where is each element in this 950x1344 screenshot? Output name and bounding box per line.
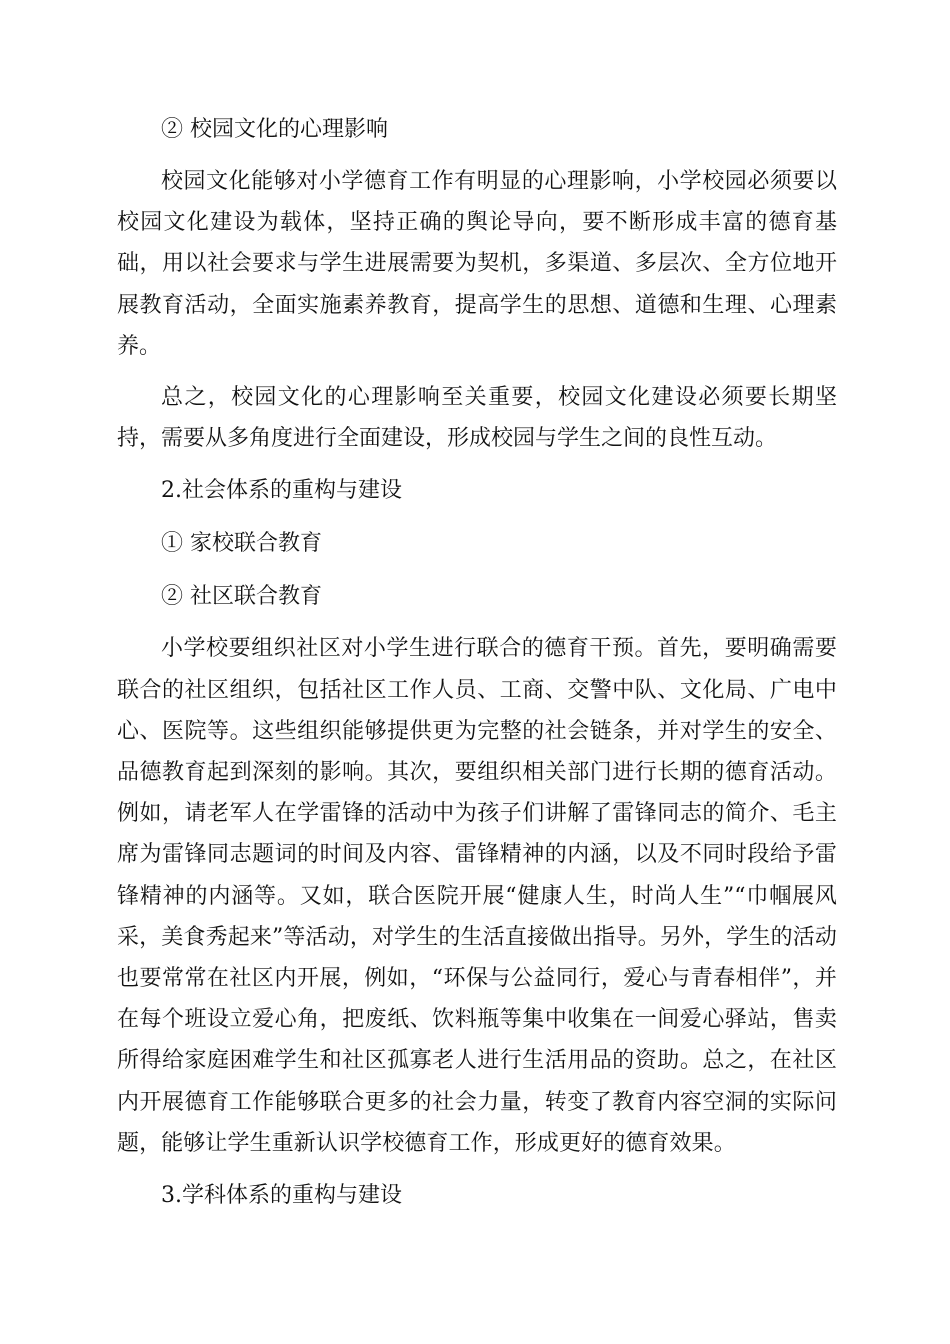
subheading-community-education: ② 社区联合教育 xyxy=(161,584,322,610)
document-page xyxy=(117,108,837,1227)
paragraph-community-education: 小学校要组织社区对小学生进行联合的德育干预。首先，要明确需要联合的社区组织，包括社区工作人员、工商、交警中队、文化局、广电中心、医院等。这些组织能够提供更为完整的社会链条，并对学生的安全、品德教育起到深刻的影响。其次，要组织相关部门进行长期的德育活动。例如，请老军人在学雷锋的活动中为孩子们讲解了雷锋同志的简介、毛主席为雷锋同志题词的时间及内容、雷锋精神的内涵，以及不同时段给予雷锋精神的内涵等。又如，联合医院开展“健康人生，时尚人生”“巾帼展风采，美食秀起来”等活动，对学生的生活直接做出指导。另外，学生的活动也要常常在社区内开展，例如，“环保与公益同行，爱心与青春相伴”，并在每个班设立爱心角，把废纸、饮料瓶等集中收集在一间爱心驿站，售卖所得给家庭困难学生和社区孤寡老人进行生活用品的资助。总之，在社区内开展德育工作能够联合更多的社会力量，转变了教育内容空洞的实际问题，能够让学生重新认识学校德育工作，形成更好的德育效果。 xyxy=(117,636,837,1156)
section-heading-social-system: 2.社会体系的重构与建设 xyxy=(161,478,402,504)
subheading-home-school-education: ① 家校联合教育 xyxy=(161,531,322,557)
section-heading-campus-culture-psychology: ② 校园文化的心理影响 xyxy=(161,117,388,142)
section-heading-subject-system: 3.学科体系的重构与建设 xyxy=(161,1183,402,1209)
paragraph-campus-culture-influence: 校园文化能够对小学德育工作有明显的心理影响，小学校园必须要以校园文化建设为载体，坚持正确的舆论导向，要不断形成丰富的德育基础，用以社会要求与学生进展需要为契机，多渠道、多层次、全方位地开展教育活动，全面实施素养教育，提高学生的思想、道德和生理、心理素养。 xyxy=(117,169,837,359)
paragraph-summary-campus-culture: 总之，校园文化的心理影响至关重要，校园文化建设必须要长期坚持，需要从多角度进行全面建设，形成校园与学生之间的良性互动。 xyxy=(117,385,837,452)
